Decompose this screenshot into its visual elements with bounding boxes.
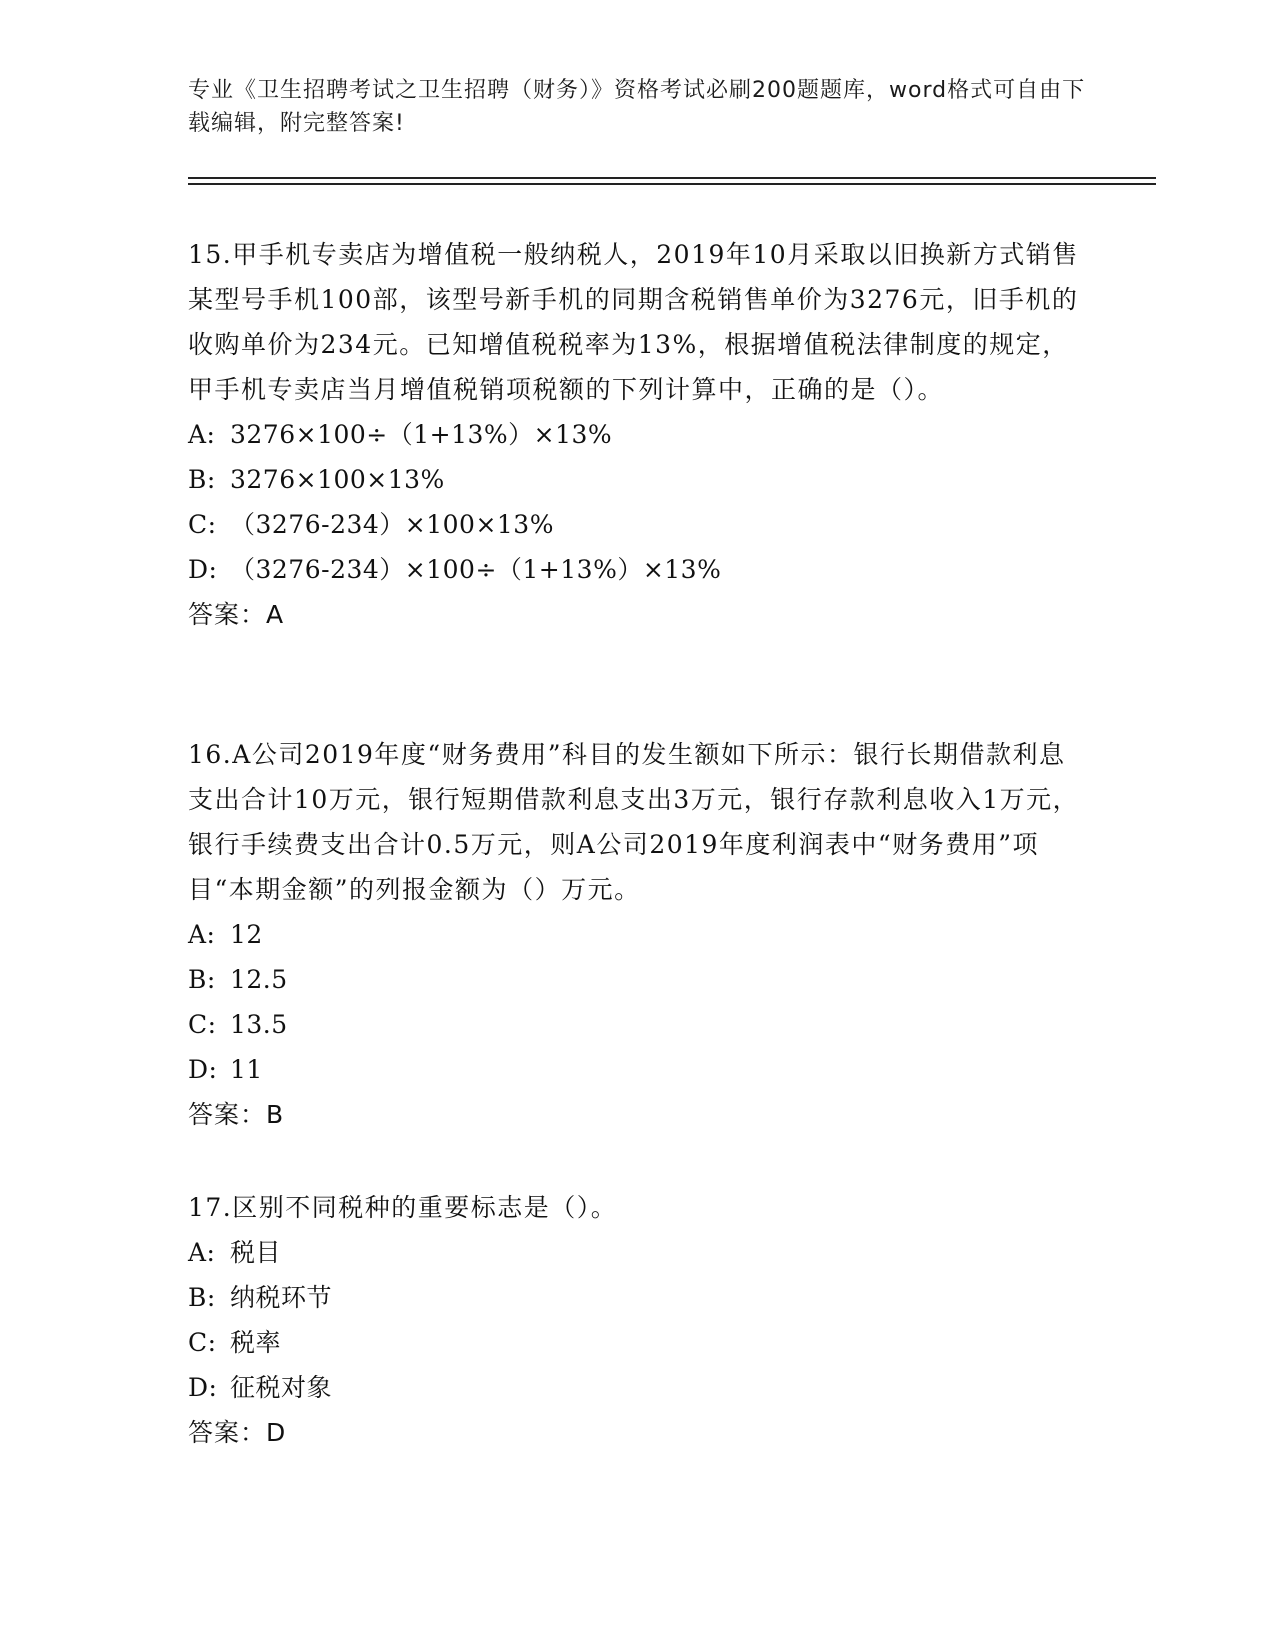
answer-line: 答案：B	[188, 1100, 285, 1129]
option-text: 12	[230, 920, 263, 949]
option-b	[188, 457, 1088, 502]
option-text: 3276×100÷（1+13%）×13%	[230, 420, 613, 449]
question-16	[188, 732, 1088, 1137]
option-key: B:	[188, 1283, 216, 1312]
option-key: A:	[188, 920, 216, 949]
option-text: 13.5	[230, 1010, 288, 1039]
document-header-text: 专业《卫生招聘考试之卫生招聘（财务）》资格考试必刷200题题库，word格式可自由下载编辑，附完整答案!	[188, 78, 1086, 136]
option-key: C:	[188, 1010, 217, 1039]
option-key: D:	[188, 1373, 218, 1402]
option-key: A:	[188, 1238, 216, 1267]
option-b	[188, 1275, 1088, 1320]
option-text: 税目	[230, 1238, 282, 1267]
question-stem: 16.A公司2019年度“财务费用”科目的发生额如下所示：银行长期借款利息支出合计10万元，银行短期借款利息支出3万元，银行存款利息收入1万元，银行手续费支出合计0.5万元，则A公司2019年度利润表中“财务费用”项目“本期金额”的列报金额为（）万元。	[188, 740, 1080, 904]
question-stem: 15.甲手机专卖店为增值税一般纳税人，2019年10月采取以旧换新方式销售某型号手机100部，该型号新手机的同期含税销售单价为3276元，旧手机的收购单价为234元。已知增值税税率为13%，根据增值税法律制度的规定，甲手机专卖店当月增值税销项税额的下列计算中，正确的是（）。	[188, 240, 1079, 404]
option-key: D:	[188, 1055, 218, 1084]
option-text: （3276-234）×100×13%	[230, 510, 554, 539]
question-stem: 17.区别不同税种的重要标志是（）。	[188, 1193, 618, 1222]
option-text: 税率	[230, 1328, 282, 1357]
option-key: C:	[188, 1328, 217, 1357]
option-text: （3276-234）×100÷（1+13%）×13%	[230, 555, 722, 584]
option-key: B:	[188, 465, 216, 494]
option-text: 征税对象	[230, 1373, 333, 1402]
option-d	[188, 1047, 1088, 1092]
answer-line: 答案：D	[188, 1418, 287, 1447]
header-divider-bottom	[188, 183, 1156, 185]
option-a	[188, 1230, 1088, 1275]
option-d	[188, 547, 1088, 592]
option-b	[188, 957, 1088, 1002]
option-c	[188, 1320, 1088, 1365]
option-d	[188, 1365, 1088, 1410]
answer-line: 答案：A	[188, 600, 285, 629]
option-text: 3276×100×13%	[230, 465, 445, 494]
option-c	[188, 1002, 1088, 1047]
option-key: A:	[188, 420, 216, 449]
question-17	[188, 1185, 1088, 1455]
option-key: C:	[188, 510, 217, 539]
option-c	[188, 502, 1088, 547]
option-key: B:	[188, 965, 216, 994]
option-text: 12.5	[230, 965, 288, 994]
option-text: 11	[230, 1055, 263, 1084]
option-key: D:	[188, 555, 218, 584]
option-a	[188, 912, 1088, 957]
header-divider-top	[188, 177, 1156, 179]
option-text: 纳税环节	[230, 1283, 333, 1312]
question-15	[188, 232, 1088, 637]
option-a	[188, 412, 1088, 457]
